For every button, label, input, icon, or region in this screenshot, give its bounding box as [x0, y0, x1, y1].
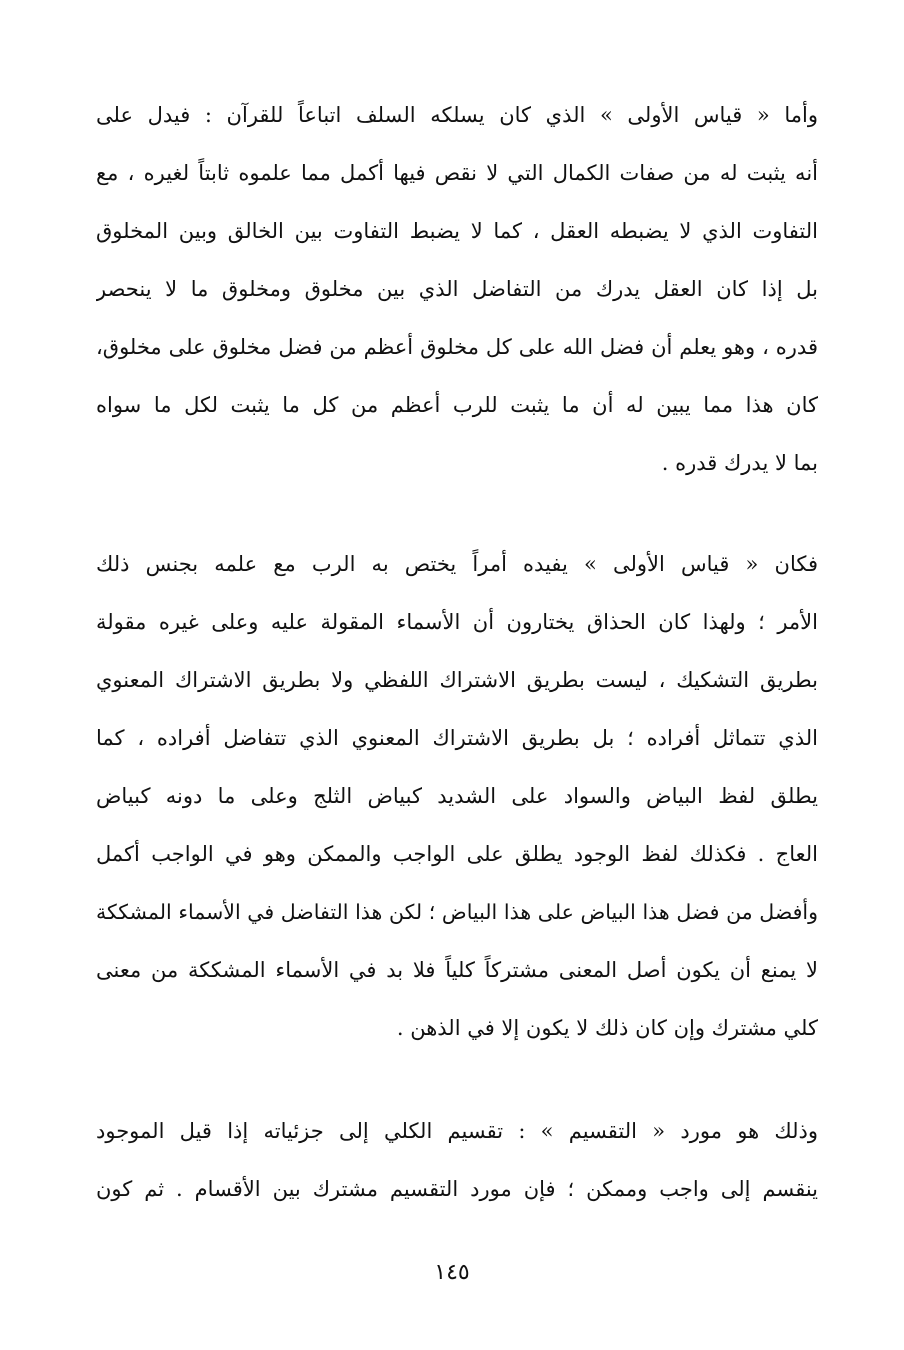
paragraph-qiyas-al-awla	[96, 86, 818, 492]
text-line: الأمر ؛ ولهذا كان الحذاق يختارون أن الأسماء المقولة عليه وعلى غيره مقولة	[96, 610, 818, 634]
text-line: بل إذا كان العقل يدرك من التفاضل الذي بين مخلوق ومخلوق ما لا ينحصر	[96, 277, 818, 301]
text-line: فكان « قياس الأولى » يفيده أمراً يختص به الرب مع علمه بجنس ذلك	[96, 552, 818, 576]
paragraph-tashkik	[96, 535, 818, 1057]
paragraph-taqsim	[96, 1102, 818, 1218]
page-number: ١٤٥	[434, 1260, 470, 1285]
text-line: وأما « قياس الأولى » الذي كان يسلكه السلف اتباعاً للقرآن : فيدل على	[96, 103, 818, 127]
text-line: وذلك هو مورد « التقسيم » : تقسيم الكلي إلى جزئياته إذا قيل الموجود	[96, 1119, 818, 1143]
text-line: العاج . فكذلك لفظ الوجود يطلق على الواجب والممكن وهو في الواجب أكمل	[96, 842, 818, 866]
text-line: الذي تتماثل أفراده ؛ بل بطريق الاشتراك المعنوي الذي تتفاضل أفراده ، كما	[96, 726, 818, 750]
text-line: التفاوت الذي لا يضبطه العقل ، كما لا يضبط التفاوت بين الخالق وبين المخلوق	[96, 219, 818, 243]
text-line: وأفضل من فضل هذا البياض على هذا البياض ؛ لكن هذا التفاضل في الأسماء المشككة	[96, 900, 818, 924]
text-line: أنه يثبت له من صفات الكمال التي لا نقص فيها أكمل مما علموه ثابتاً لغيره ، مع	[96, 161, 818, 185]
text-line: كان هذا مما يبين له أن ما يثبت للرب أعظم من كل ما يثبت لكل ما سواه	[96, 393, 818, 417]
text-line: ينقسم إلى واجب وممكن ؛ فإن مورد التقسيم مشترك بين الأقسام . ثم كون	[96, 1177, 818, 1201]
text-line: بطريق التشكيك ، ليست بطريق الاشتراك اللفظي ولا بطريق الاشتراك المعنوي	[96, 668, 818, 692]
text-line: يطلق لفظ البياض والسواد على الشديد كبياض الثلج وعلى ما دونه كبياض	[96, 784, 818, 808]
text-line: كلي مشترك وإن كان ذلك لا يكون إلا في الذهن .	[396, 1016, 818, 1040]
text-line: قدره ، وهو يعلم أن فضل الله على كل مخلوق أعظم من فضل مخلوق على مخلوق،	[96, 335, 818, 359]
text-line: لا يمنع أن يكون أصل المعنى مشتركاً كلياً فلا بد في الأسماء المشككة من معنى	[96, 958, 818, 982]
text-line: بما لا يدرك قدره .	[661, 451, 818, 475]
